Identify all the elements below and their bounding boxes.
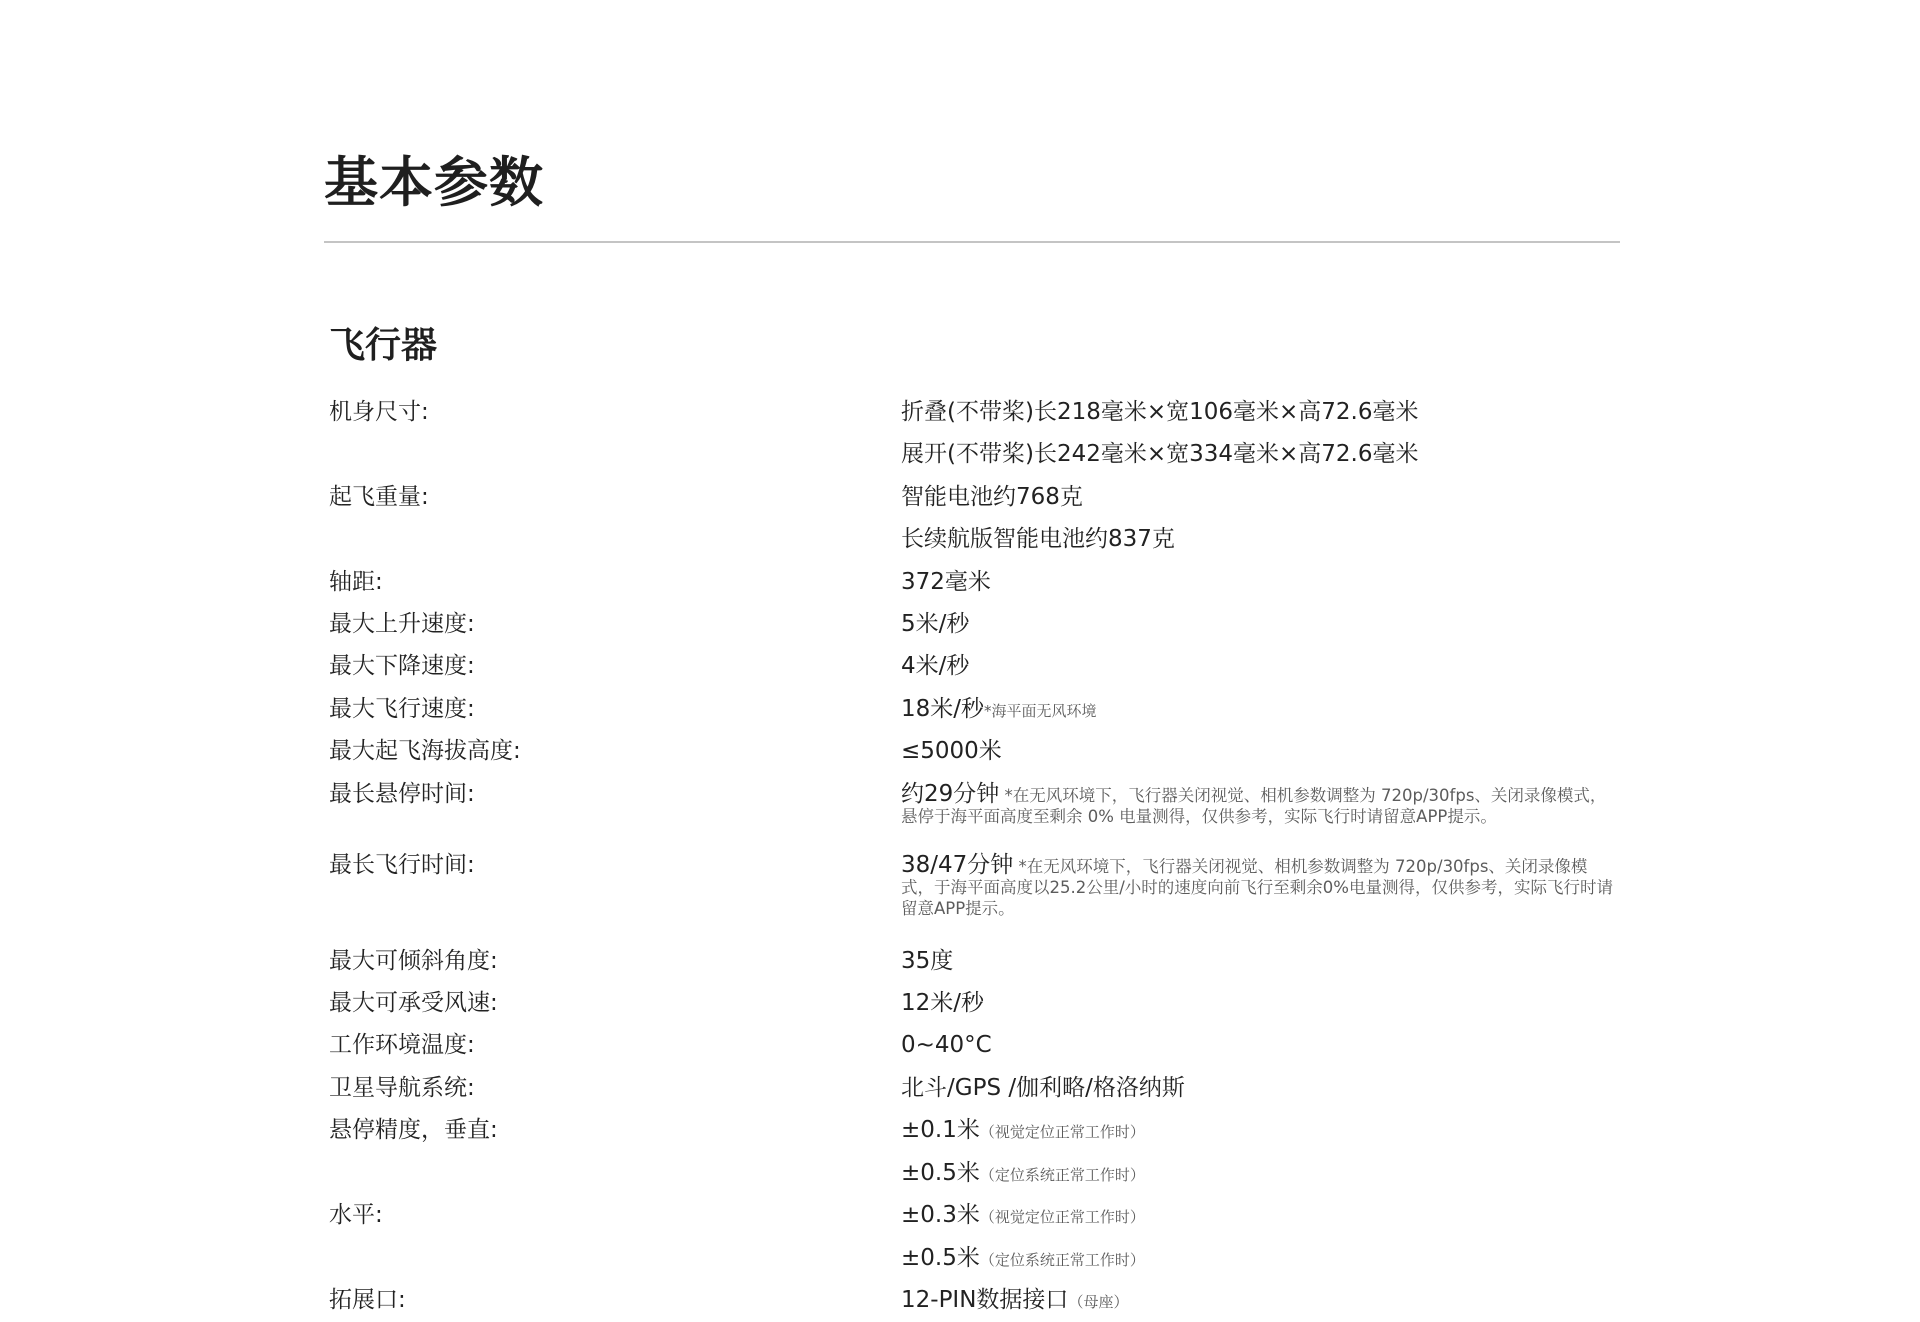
spec-value bbox=[901, 941, 1620, 983]
spec-value-note: *在无风环境下，飞行器关闭视觉、相机参数调整为 720p/30fps、关闭录像模式，于海平面高度以25.2公里/小时的速度向前飞行至剩余0%电量测得，仅供参考，实际飞行时请留意APP提示。 bbox=[901, 856, 1613, 918]
spec-value-main: 12米/秒 bbox=[901, 990, 985, 1017]
spec-value-main: 折叠(不带桨)长218毫米×宽106毫米×高72.6毫米 bbox=[901, 399, 1419, 425]
spec-values bbox=[901, 392, 1620, 477]
spec-value bbox=[901, 1110, 1620, 1152]
spec-value-note: *海平面无风环境 bbox=[984, 701, 1097, 720]
spec-value-main: 约29分钟 bbox=[901, 780, 1000, 807]
spec-row bbox=[329, 562, 1620, 604]
spec-value-main: 12-PIN数据接口 bbox=[901, 1286, 1069, 1313]
spec-values bbox=[901, 604, 1620, 646]
spec-values bbox=[901, 477, 1620, 562]
spec-values bbox=[901, 1025, 1620, 1067]
spec-row bbox=[329, 1280, 1620, 1322]
spec-value-main: 智能电池约768克 bbox=[901, 483, 1083, 510]
page-title: 基本参数 bbox=[324, 151, 544, 214]
spec-value bbox=[901, 519, 1620, 561]
spec-row bbox=[329, 646, 1620, 688]
spec-value-main: ±0.5米 bbox=[901, 1244, 980, 1271]
spec-value-main: 5米/秒 bbox=[901, 611, 970, 638]
spec-value-main: 18米/秒 bbox=[901, 695, 985, 722]
spec-value bbox=[901, 983, 1620, 1025]
spec-values bbox=[901, 689, 1620, 731]
spec-label: 最大飞行速度: bbox=[329, 695, 475, 722]
spec-value bbox=[901, 1068, 1620, 1110]
spec-row bbox=[329, 604, 1620, 646]
spec-value-note: （定位系统正常工作时） bbox=[979, 1250, 1145, 1269]
title-divider bbox=[324, 241, 1620, 243]
spec-values bbox=[901, 1195, 1620, 1280]
spec-value-main: 372毫米 bbox=[901, 568, 991, 595]
spec-row bbox=[329, 477, 1620, 562]
spec-values bbox=[901, 1068, 1620, 1110]
spec-row bbox=[329, 941, 1620, 983]
spec-values bbox=[901, 941, 1620, 983]
spec-row bbox=[329, 1195, 1620, 1280]
spec-values bbox=[901, 1110, 1620, 1195]
spec-value bbox=[901, 604, 1620, 646]
spec-value bbox=[901, 392, 1620, 434]
spec-values bbox=[901, 983, 1620, 1025]
spec-row bbox=[329, 1025, 1620, 1067]
spec-values bbox=[901, 562, 1620, 604]
spec-value-main: ±0.5米 bbox=[901, 1159, 980, 1186]
spec-value bbox=[901, 731, 1620, 773]
spec-row bbox=[329, 731, 1620, 773]
spec-value-main: 38/47分钟 bbox=[901, 851, 1014, 878]
spec-value bbox=[901, 689, 1620, 731]
spec-label: 水平: bbox=[329, 1202, 383, 1229]
spec-label: 最大可倾斜角度: bbox=[329, 947, 498, 974]
spec-list bbox=[329, 392, 1620, 1322]
spec-row bbox=[329, 689, 1620, 731]
spec-label: 起飞重量: bbox=[329, 483, 429, 510]
spec-row bbox=[329, 392, 1620, 477]
spec-value-main: 4米/秒 bbox=[901, 653, 970, 680]
spec-label: 最大可承受风速: bbox=[329, 990, 498, 1017]
spec-value bbox=[901, 1153, 1620, 1195]
spec-value bbox=[901, 646, 1620, 688]
spec-value bbox=[901, 1195, 1620, 1237]
spec-value bbox=[901, 845, 1620, 941]
spec-row bbox=[329, 774, 1620, 845]
spec-value bbox=[901, 1025, 1620, 1067]
spec-value-note: （母座） bbox=[1068, 1292, 1129, 1311]
spec-label: 最大上升速度: bbox=[329, 611, 475, 638]
spec-value-note: （定位系统正常工作时） bbox=[979, 1165, 1145, 1184]
spec-value bbox=[901, 1280, 1620, 1322]
spec-value-main: 北斗/GPS /伽利略/格洛纳斯 bbox=[901, 1074, 1185, 1101]
spec-value bbox=[901, 434, 1620, 476]
spec-label: 最大下降速度: bbox=[329, 653, 475, 680]
spec-value bbox=[901, 774, 1620, 845]
spec-label: 悬停精度，垂直: bbox=[329, 1117, 498, 1144]
spec-value-note: （视觉定位正常工作时） bbox=[979, 1123, 1145, 1142]
spec-row bbox=[329, 845, 1620, 941]
spec-value-note: *在无风环境下，飞行器关闭视觉、相机参数调整为 720p/30fps、关闭录像模式，悬停于海平面高度至剩余 0% 电量测得，仅供参考，实际飞行时请留意APP提示。 bbox=[901, 785, 1607, 826]
spec-values bbox=[901, 845, 1620, 941]
spec-values bbox=[901, 731, 1620, 773]
section-title: 飞行器 bbox=[329, 325, 438, 366]
spec-value-main: 展开(不带桨)长242毫米×宽334毫米×高72.6毫米 bbox=[901, 441, 1419, 468]
spec-label: 机身尺寸: bbox=[329, 399, 429, 425]
spec-value bbox=[901, 1238, 1620, 1280]
spec-value-main: 35度 bbox=[901, 947, 954, 974]
spec-label: 轴距: bbox=[329, 568, 383, 595]
spec-value-main: ±0.3米 bbox=[901, 1202, 980, 1229]
spec-label: 最长悬停时间: bbox=[329, 780, 475, 807]
spec-value bbox=[901, 562, 1620, 604]
spec-values bbox=[901, 774, 1620, 845]
spec-label: 工作环境温度: bbox=[329, 1032, 475, 1059]
spec-value-main: ±0.1米 bbox=[901, 1117, 980, 1144]
spec-label: 最长飞行时间: bbox=[329, 851, 475, 878]
spec-label: 最大起飞海拔高度: bbox=[329, 738, 521, 765]
spec-value-main: 0~40°C bbox=[901, 1032, 992, 1059]
spec-label: 拓展口: bbox=[329, 1286, 406, 1313]
spec-row bbox=[329, 983, 1620, 1025]
spec-value-main: 长续航版智能电池约837克 bbox=[901, 526, 1175, 553]
spec-value-main: ≤5000米 bbox=[901, 738, 1002, 765]
spec-value bbox=[901, 477, 1620, 519]
spec-value-note: （视觉定位正常工作时） bbox=[979, 1208, 1145, 1227]
spec-values bbox=[901, 646, 1620, 688]
spec-row bbox=[329, 1068, 1620, 1110]
spec-values bbox=[901, 1280, 1620, 1322]
spec-row bbox=[329, 1110, 1620, 1195]
spec-label: 卫星导航系统: bbox=[329, 1074, 475, 1101]
